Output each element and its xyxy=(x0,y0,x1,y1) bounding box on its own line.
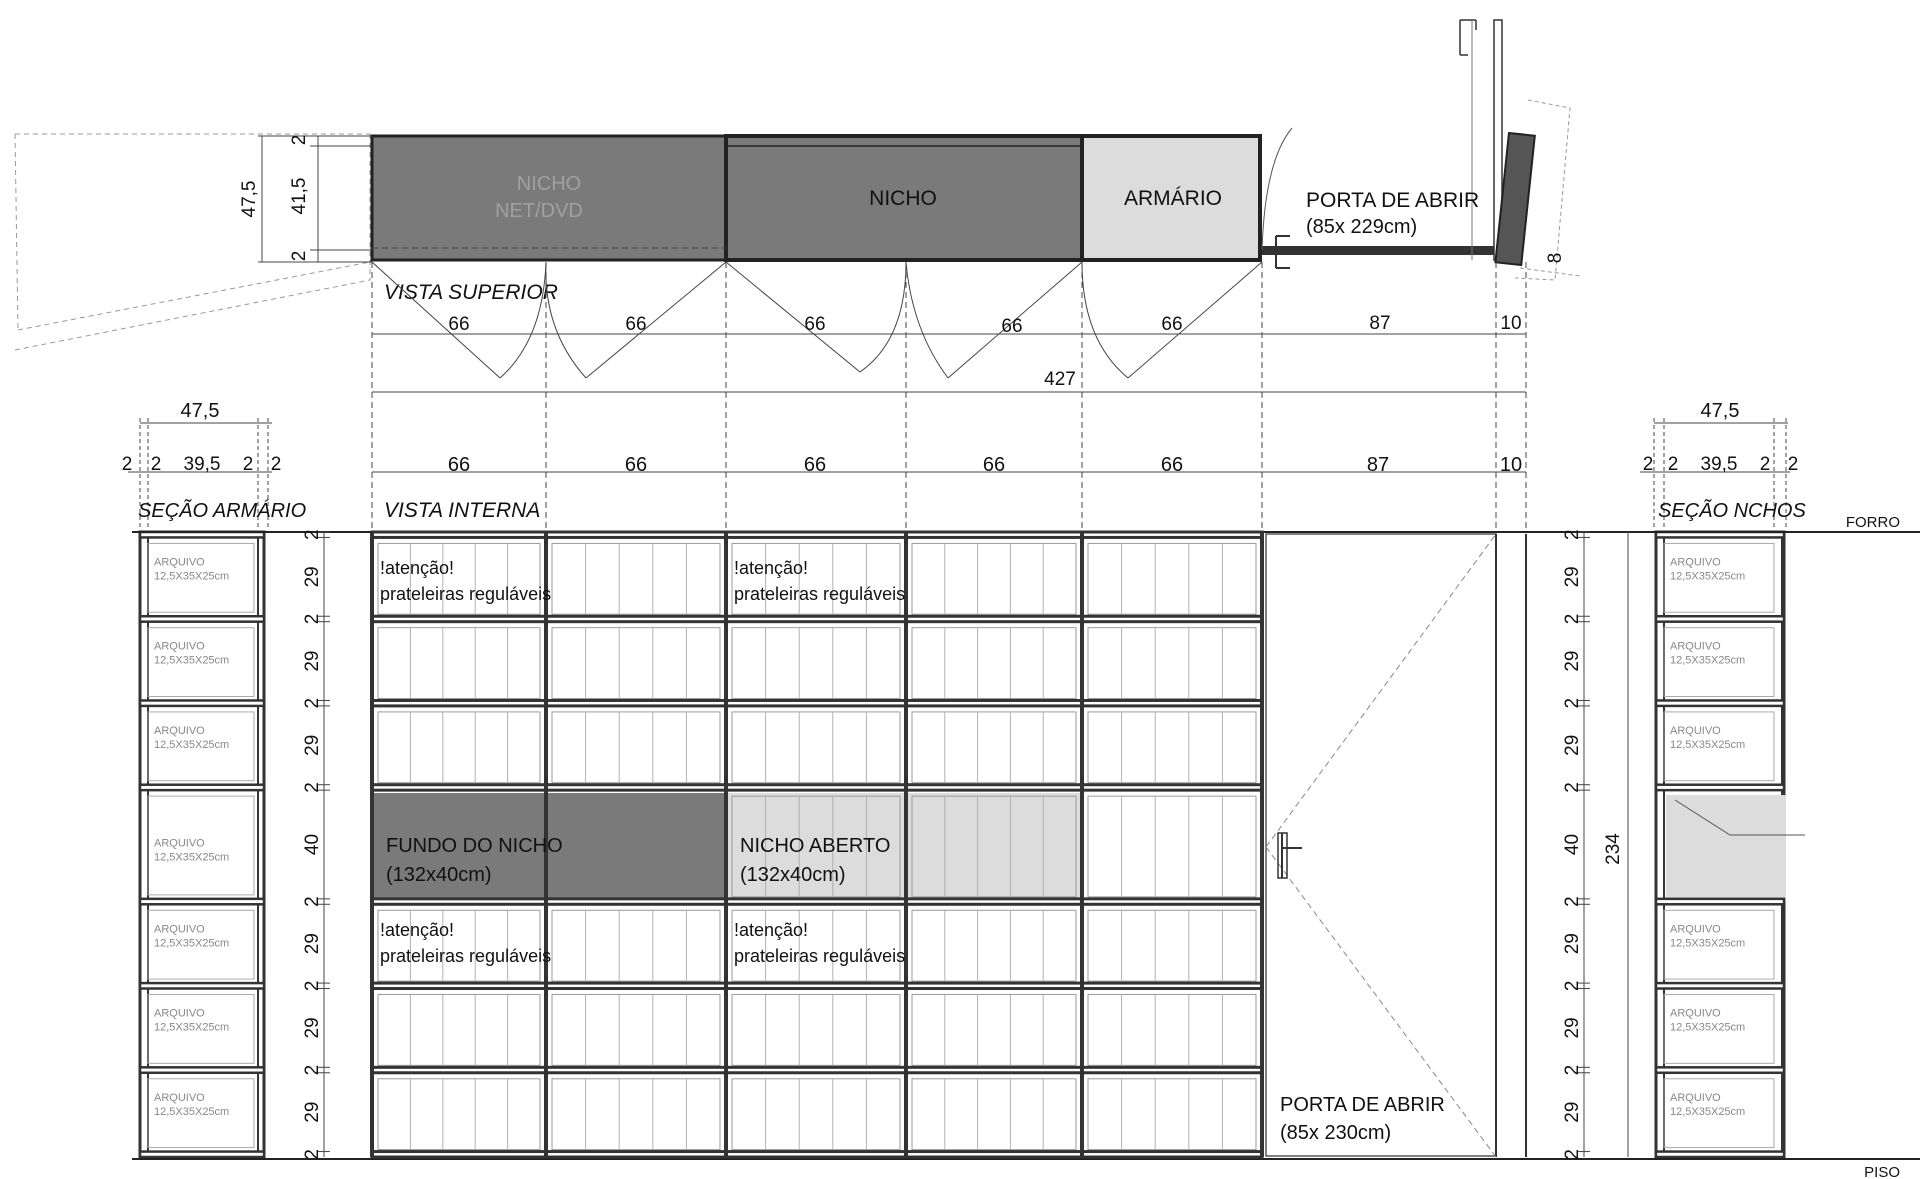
elevation-dims xyxy=(372,454,1526,522)
file-box-group xyxy=(1088,910,1256,981)
height-dim-label: 2 xyxy=(1562,529,1583,541)
file-box-group xyxy=(1088,796,1256,897)
file-box-group xyxy=(732,628,900,699)
archive-label: ARQUIVO xyxy=(154,724,205,737)
height-dim-label: 40 xyxy=(1562,833,1583,856)
shelf-board xyxy=(372,899,1262,904)
top-module-6: 87 xyxy=(1369,313,1391,334)
height-dims-left xyxy=(302,529,330,1159)
height-dim-label: 40 xyxy=(302,833,323,856)
archive-size-label: 12,5X35X25cm xyxy=(1670,654,1746,667)
file-box-group xyxy=(378,628,540,699)
file-box-group xyxy=(552,712,720,783)
height-dim-label: 2 xyxy=(302,782,323,793)
file-box-group xyxy=(912,995,1076,1066)
height-dim-label: 2 xyxy=(1562,1148,1583,1160)
note-4-line2: prateleiras reguláveis xyxy=(734,946,906,966)
top-module-4: 66 xyxy=(1001,316,1023,337)
vista-interna-title: VISTA INTERNA xyxy=(384,499,541,522)
section-shelf xyxy=(1656,700,1784,705)
armario-part-5: 2 xyxy=(270,454,282,475)
top-module-2: 66 xyxy=(625,314,647,335)
porta-top-label-2: (85x 229cm) xyxy=(1306,216,1418,238)
shelf-board xyxy=(372,1152,1262,1157)
dim-47-5-top: 47,5 xyxy=(239,180,260,218)
note-4-line1: !atenção! xyxy=(734,920,809,940)
note-3-line2: prateleiras reguláveis xyxy=(380,946,552,966)
archive-label: ARQUIVO xyxy=(154,1007,205,1020)
section-shelf xyxy=(140,785,264,790)
archive-label: ARQUIVO xyxy=(1670,1091,1721,1104)
armario-label: ARMÁRIO xyxy=(1123,187,1223,210)
dim-2-top: 2 xyxy=(289,134,310,146)
height-dim-label: 2 xyxy=(302,697,323,709)
height-dim-label: 2 xyxy=(1562,980,1583,992)
section-shelf xyxy=(140,1152,264,1157)
nicho-section-fill xyxy=(1666,795,1786,901)
height-dim-label: 29 xyxy=(302,1017,323,1039)
note-2-line1: !atenção! xyxy=(734,558,809,578)
section-nichos-title: SEÇÃO NCHOS xyxy=(1658,500,1806,522)
nichos-part-2: 2 xyxy=(1667,454,1679,475)
elev-module-6: 87 xyxy=(1366,454,1390,476)
archive-size-label: 12,5X35X25cm xyxy=(1670,570,1746,583)
armario-part-4: 2 xyxy=(242,454,254,475)
height-dim-label: 2 xyxy=(1562,697,1583,709)
note-3-line1: !atenção! xyxy=(380,920,455,940)
top-module-3: 66 xyxy=(804,314,826,335)
fundo-nicho-label-2: (132x40cm) xyxy=(386,864,492,886)
height-dim-label: 2 xyxy=(1562,1064,1583,1076)
file-box-group xyxy=(1088,712,1256,783)
shelf-board xyxy=(372,983,1262,988)
archive-label: ARQUIVO xyxy=(154,1091,205,1104)
height-dim-label: 2 xyxy=(302,1064,323,1076)
forro-label: FORRO xyxy=(1845,514,1900,531)
armario-part-3: 39,5 xyxy=(183,454,221,475)
nicho-label: NICHO xyxy=(869,187,937,210)
note-1-line1: !atenção! xyxy=(380,558,455,578)
dim-2-bottom: 2 xyxy=(289,250,310,262)
height-dim-label: 29 xyxy=(302,1101,323,1123)
file-box-group xyxy=(552,628,720,699)
section-nichos xyxy=(1640,400,1806,1157)
porta-elev-label-2: (85x 230cm) xyxy=(1280,1122,1392,1144)
elev-module-1: 66 xyxy=(447,454,471,476)
dim-41-5: 41,5 xyxy=(289,177,310,215)
section-shelf xyxy=(1656,899,1784,904)
file-box-group xyxy=(552,543,720,614)
fundo-nicho-label-1: FUNDO DO NICHO xyxy=(386,835,563,857)
file-box-group xyxy=(1088,995,1256,1066)
shelf-board xyxy=(372,1067,1262,1072)
nichos-part-5: 2 xyxy=(1787,454,1799,475)
elev-module-7: 10 xyxy=(1499,454,1523,476)
nicho-aberto-label-1: NICHO ABERTO xyxy=(740,835,891,857)
shelf-board xyxy=(372,616,1262,621)
door-handle-icon xyxy=(1282,833,1302,878)
height-dim-label: 29 xyxy=(302,734,323,756)
height-dim-label: 2 xyxy=(302,980,323,992)
file-box-group xyxy=(732,712,900,783)
nichos-part-4: 2 xyxy=(1759,454,1771,475)
height-dim-label: 29 xyxy=(1562,566,1583,588)
height-dims-right xyxy=(1562,529,1590,1159)
armario-part-2: 2 xyxy=(150,454,162,475)
file-box-group xyxy=(912,1079,1076,1150)
archive-size-label: 12,5X35X25cm xyxy=(1670,1105,1746,1118)
shelf-board xyxy=(372,700,1262,705)
file-box-group xyxy=(378,712,540,783)
left-wall-dashed xyxy=(15,134,370,350)
section-shelf xyxy=(140,1067,264,1072)
file-box-group xyxy=(912,543,1076,614)
top-vertical-dims xyxy=(258,136,372,262)
file-box-group xyxy=(1088,1079,1256,1150)
section-armario xyxy=(122,400,306,1157)
file-box-group xyxy=(732,995,900,1066)
dim-8: 8 xyxy=(1545,252,1566,264)
height-dim-label: 29 xyxy=(302,650,323,672)
nicho-net-label-1: NICHO xyxy=(516,173,582,195)
height-dim-label: 29 xyxy=(1562,933,1583,955)
door-handle-top xyxy=(1276,236,1296,268)
section-shelf xyxy=(140,983,264,988)
file-box-group xyxy=(378,995,540,1066)
nicho-net-dvd-block xyxy=(372,136,726,260)
height-dim-label: 29 xyxy=(302,933,323,955)
archive-size-label: 12,5X35X25cm xyxy=(1670,937,1746,950)
height-dim-label: 29 xyxy=(1562,1101,1583,1123)
file-box-group xyxy=(912,712,1076,783)
height-dim-label: 2 xyxy=(1562,782,1583,793)
section-shelf xyxy=(140,700,264,705)
note-2-line2: prateleiras reguláveis xyxy=(734,584,906,604)
archive-size-label: 12,5X35X25cm xyxy=(154,851,230,864)
file-box-group xyxy=(1088,628,1256,699)
archive-label: ARQUIVO xyxy=(1670,923,1721,936)
height-dim-label: 29 xyxy=(1562,734,1583,756)
height-dim-label: 2 xyxy=(1562,613,1583,625)
elev-module-3: 66 xyxy=(803,454,827,476)
archive-label: ARQUIVO xyxy=(1670,640,1721,653)
vista-superior-title: VISTA SUPERIOR xyxy=(384,281,558,304)
section-shelf xyxy=(1656,1067,1784,1072)
section-armario-title: SEÇÃO ARMÁRIO xyxy=(138,500,307,522)
file-box-group xyxy=(732,1079,900,1150)
top-module-5: 66 xyxy=(1161,314,1183,335)
section-shelf xyxy=(140,899,264,904)
door-slab xyxy=(1262,246,1498,255)
height-dim-label: 2 xyxy=(1562,896,1583,907)
elev-module-2: 66 xyxy=(624,454,648,476)
nicho-aberto-label-2: (132x40cm) xyxy=(740,864,846,886)
file-box-group xyxy=(912,628,1076,699)
total-height: 234 xyxy=(1603,833,1624,865)
archive-label: ARQUIVO xyxy=(1670,1007,1721,1020)
porta-elev-label-1: PORTA DE ABRIR xyxy=(1280,1094,1445,1116)
height-dim-label: 29 xyxy=(302,566,323,588)
height-dim-label: 29 xyxy=(1562,650,1583,672)
nichos-width: 47,5 xyxy=(1700,400,1740,422)
elev-module-5: 66 xyxy=(1160,454,1184,476)
shelf-board xyxy=(372,532,1262,537)
height-dim-label: 2 xyxy=(302,1148,323,1160)
nichos-part-1: 2 xyxy=(1642,454,1654,475)
section-shelf xyxy=(1656,785,1784,790)
height-dim-label: 2 xyxy=(302,529,323,541)
archive-size-label: 12,5X35X25cm xyxy=(154,937,230,950)
archive-size-label: 12,5X35X25cm xyxy=(1670,1021,1746,1034)
archive-size-label: 12,5X35X25cm xyxy=(154,738,230,751)
file-box-group xyxy=(552,995,720,1066)
elev-module-4: 66 xyxy=(982,454,1006,476)
archive-label: ARQUIVO xyxy=(154,923,205,936)
archive-size-label: 12,5X35X25cm xyxy=(154,1105,230,1118)
archive-label: ARQUIVO xyxy=(154,837,205,850)
archive-label: ARQUIVO xyxy=(154,556,205,569)
archive-size-label: 12,5X35X25cm xyxy=(154,570,230,583)
shelf-board xyxy=(372,785,1262,790)
archive-size-label: 12,5X35X25cm xyxy=(154,654,230,667)
door-elevation xyxy=(1266,534,1496,1156)
nicho-net-label-2: NET/DVD xyxy=(495,200,583,222)
archive-size-label: 12,5X35X25cm xyxy=(1670,738,1746,751)
top-total: 427 xyxy=(1044,369,1076,390)
main-elevation xyxy=(372,532,1628,1157)
section-shelf xyxy=(1656,1152,1784,1157)
file-box-group xyxy=(552,910,720,981)
top-module-7: 10 xyxy=(1500,313,1522,334)
porta-top-label-1: PORTA DE ABRIR xyxy=(1306,189,1480,212)
archive-label: ARQUIVO xyxy=(1670,556,1721,569)
file-box-group xyxy=(912,910,1076,981)
height-dim-label: 29 xyxy=(1562,1017,1583,1039)
top-module-1: 66 xyxy=(448,314,470,335)
archive-size-label: 12,5X35X25cm xyxy=(154,1021,230,1034)
height-dim-label: 2 xyxy=(302,896,323,907)
file-box-group xyxy=(378,1079,540,1150)
archive-label: ARQUIVO xyxy=(1670,724,1721,737)
section-shelf xyxy=(1656,983,1784,988)
file-box-group xyxy=(552,1079,720,1150)
section-shelf xyxy=(1656,616,1784,621)
armario-width: 47,5 xyxy=(180,400,220,422)
nichos-part-3: 39,5 xyxy=(1700,454,1738,475)
file-box-group xyxy=(1088,543,1256,614)
armario-part-1: 2 xyxy=(121,454,133,475)
archive-label: ARQUIVO xyxy=(154,640,205,653)
note-1-line2: prateleiras reguláveis xyxy=(380,584,552,604)
piso-label: PISO xyxy=(1864,1164,1900,1179)
section-shelf xyxy=(140,616,264,621)
height-dim-label: 2 xyxy=(302,613,323,625)
